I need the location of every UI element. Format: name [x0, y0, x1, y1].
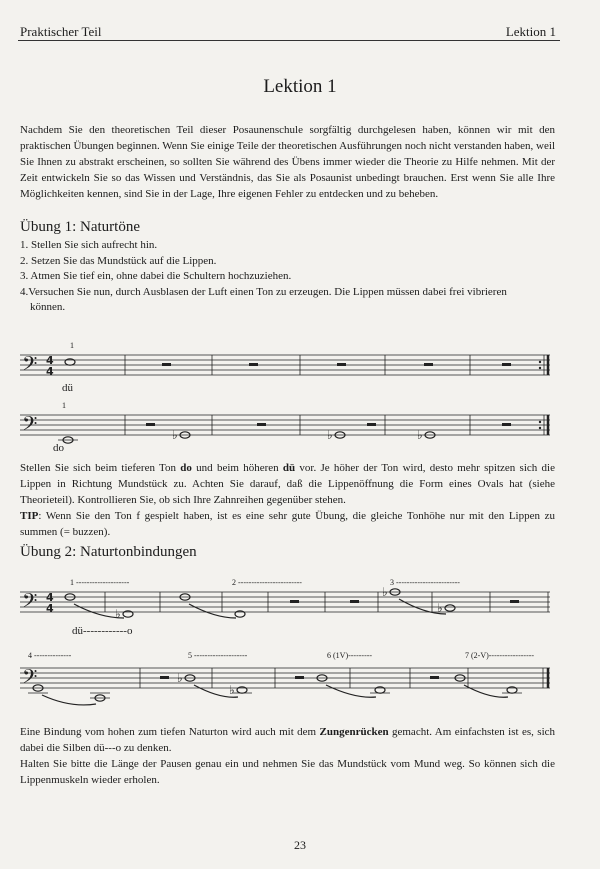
flat-icon: ♭ — [417, 428, 423, 442]
whole-rest-icon — [367, 423, 376, 426]
staff2-syllable: do — [53, 442, 64, 454]
staff-2 — [20, 415, 550, 435]
mark-3: 3 ------------------------ — [390, 578, 460, 587]
step-4: 4.Versuchen Sie nun, durch Ausblasen der Luft einen Ton zu erzeugen. Die Lippen müssen dabei frei vibrieren — [20, 285, 507, 298]
flat-icon: ♭ — [115, 607, 121, 621]
time-sig-top: 4 — [46, 591, 54, 604]
flat-icon: ♭ — [437, 601, 443, 615]
whole-rest-icon — [350, 600, 359, 603]
slur-icon — [42, 695, 96, 705]
staff-4 — [20, 668, 550, 688]
exercise1-heading: Übung 1: Naturtöne — [20, 219, 140, 235]
mark-7: 7 (2-V)----------------- — [465, 651, 535, 660]
step-1: 1. Stellen Sie sich aufrecht hin. — [20, 239, 158, 251]
bass-clef-icon: 𝄢 — [22, 589, 38, 617]
whole-rest-icon — [502, 363, 511, 366]
bass-clef-icon: 𝄢 — [22, 665, 38, 693]
whole-rest-icon — [249, 363, 258, 366]
slur-icon — [464, 685, 508, 697]
flat-icon: ♭ — [229, 683, 235, 697]
mark-1: 1 -------------------- — [70, 578, 130, 587]
page-number: 23 — [294, 838, 306, 852]
mark-2: 2 ------------------------ — [232, 578, 302, 587]
step-3: 3. Atmen Sie tief ein, ohne dabei die Schultern hochzuziehen. — [20, 270, 292, 282]
header-lesson-title: Lektion 1 — [505, 24, 556, 39]
exercise1-tip: TIP: Wenn Sie den Ton f gespielt haben, ist es eine sehr gute Übung, die gleiche Tonhöhe nur mit den Lippen zu summen (= buzzen). — [20, 510, 555, 538]
slur-icon — [189, 604, 236, 618]
whole-rest-icon — [146, 423, 155, 426]
whole-note-icon — [445, 605, 455, 611]
whole-rest-icon — [424, 363, 433, 366]
flat-icon: ♭ — [177, 671, 183, 685]
whole-rest-icon — [430, 676, 439, 679]
exercise2-pause-note: Halten Sie bitte die Länge der Pausen genau ein und nehmen Sie das Mundstück vom Mund weg. So können sich die Lippenmuskeln wieder erholen. — [20, 758, 555, 786]
whole-rest-icon — [290, 600, 299, 603]
time-sig-top: 4 — [46, 354, 54, 367]
staff2-measure-number: 1 — [62, 401, 66, 410]
whole-rest-icon — [295, 676, 304, 679]
exercise2-heading: Übung 2: Naturtonbindungen — [20, 544, 197, 560]
bass-clef-icon: 𝄢 — [22, 412, 38, 440]
staff1-syllable: dü — [62, 382, 73, 394]
whole-rest-icon — [337, 363, 346, 366]
staff1-measure-number: 1 — [70, 341, 74, 350]
flat-icon: ♭ — [382, 585, 388, 599]
step-4-continued: können. — [30, 301, 66, 313]
step-2: 2. Setzen Sie das Mundstück auf die Lippen. — [20, 254, 217, 267]
exercise2-explanation: Eine Bindung vom hohen zum tiefen Naturton wird auch mit dem Zungenrücken gemacht. Am einfachsten ist es, sich dabei die Silben dü---o zu denken. — [20, 726, 556, 754]
mark-6: 6 (1V)--------- — [327, 651, 373, 660]
slur-icon — [326, 685, 376, 697]
flat-icon: ♭ — [172, 428, 178, 442]
intro-paragraph: Nachdem Sie den theoretischen Teil dieser Posaunenschule sorgfältig durchgelesen haben, können wir mit den praktischen Übungen beginnen. Wenn Sie einige Teile der theoretischen Ausführungen noch nicht verstanden haben, weil Sie Ihnen zu abstrakt erscheinen, so sollten Sie während des Übens immer wieder die Theorie zu Hilfe nehmen. Mit der Zeit entwickeln Sie so das Wissen und Verständnis, das Sie als Posaunist unbedingt brauchen. Erst wenn Sie alle Ihre Möglichkeiten kennen, sind Sie in der Lage, Ihre eigenen Fehler zu entdecken und zu beheben. — [20, 124, 555, 200]
mark-4: 4 -------------- — [28, 651, 72, 660]
staff-3 — [20, 592, 550, 612]
exercise2-syllables: dü------------o — [72, 625, 133, 637]
staff-1 — [20, 355, 550, 375]
whole-rest-icon — [510, 600, 519, 603]
flat-icon: ♭ — [327, 428, 333, 442]
exercise1-explanation: Stellen Sie sich beim tieferen Ton do und beim höheren dü vor. Je höher der Ton wird, desto mehr spitzen sich die Lippen in Richtung Mundstück zu. Achten Sie darauf, daß die Lippenöffnung die Form eines Ovals hat (siehe Theorieteil). Kontrollieren Sie, ob sich Ihre Zahnreihen gegenüber stehen. — [20, 462, 555, 506]
bass-clef-icon: 𝄢 — [22, 352, 38, 380]
whole-rest-icon — [257, 423, 266, 426]
time-sig-bottom: 4 — [46, 602, 54, 615]
whole-rest-icon — [502, 423, 511, 426]
mark-5: 5 -------------------- — [188, 651, 248, 660]
time-sig-bottom: 4 — [46, 365, 54, 378]
header-section-title: Praktischer Teil — [20, 24, 102, 39]
page-title: Lektion 1 — [263, 76, 337, 97]
whole-rest-icon — [162, 363, 171, 366]
whole-rest-icon — [160, 676, 169, 679]
